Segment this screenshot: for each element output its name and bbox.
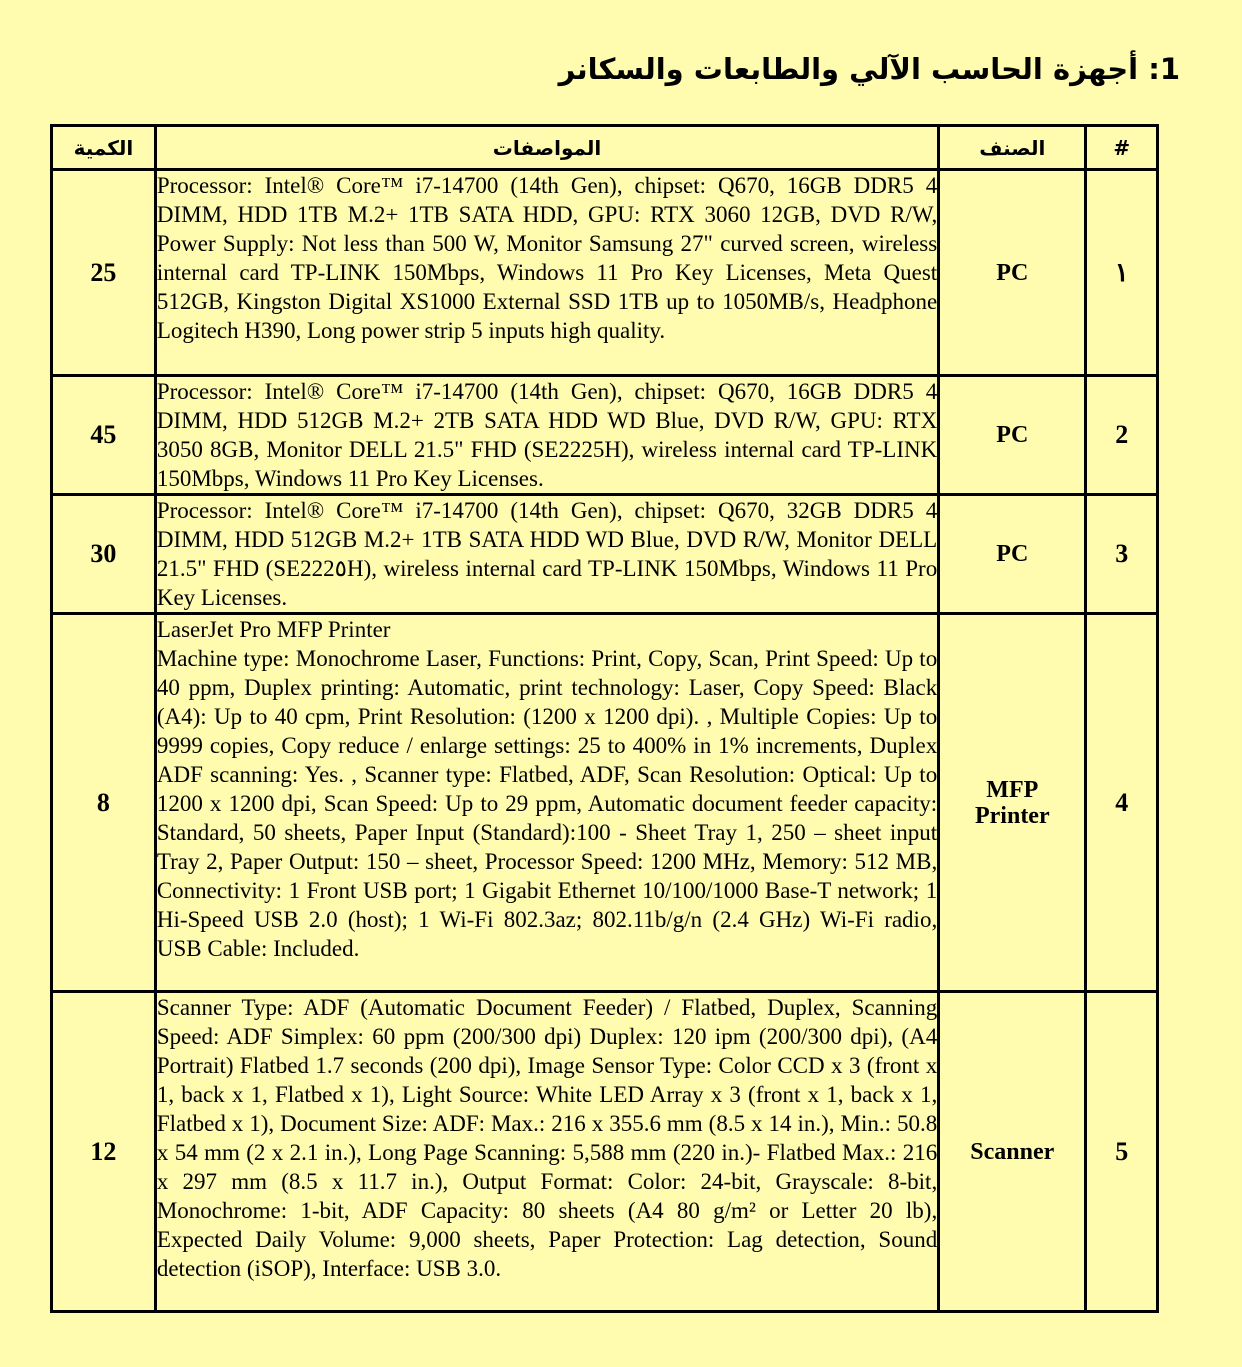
quantity-cell: 30 xyxy=(52,495,156,614)
specifications-cell xyxy=(155,614,938,992)
spec-text: Processor: Intel® Core™ i7-14700 (14th Gen), chipset: Q670, 32GB DDR5 4 DIMM, HDD 512GB M.2+ 1TB SATA HDD WD Blue, DVD R/W, Monitor DELL 21.5" FHD (SE222٥H), wireless internal card TP-LINK 150Mbps, Windows 11 Pro Key Licenses. xyxy=(156,498,938,610)
header-number: # xyxy=(1086,126,1158,170)
table-row xyxy=(52,992,1158,1312)
category-cell: PC xyxy=(939,376,1086,495)
table-row xyxy=(52,170,1158,376)
spec-text: Processor: Intel® Core™ i7-14700 (14th Gen), chipset: Q670, 16GB DDR5 4 DIMM, HDD 1TB M.2+ 1TB SATA HDD, GPU: RTX 3060 12GB, DVD R/W, Power Supply: Not less than 500 W, Monitor Samsung 27" curved screen, wireless internal card TP-LINK 150Mbps, Windows 11 Pro Key Licenses, Meta Quest 512GB, Kingston Digital XS1000 External SSD 1TB up to 1050MB/s, Headphone Logitech H390, Long power strip 5 inputs high quality. xyxy=(156,173,938,343)
category-cell: Scanner xyxy=(939,992,1086,1312)
section-heading: 1: أجهزة الحاسب الآلي والطابعات والسكانر xyxy=(558,52,1180,86)
spec-text: Scanner Type: ADF (Automatic Document Feeder) / Flatbed, Duplex, Scanning Speed: ADF Simplex: 60 ppm (200/300 dpi) Duplex: 120 ipm (200/300 dpi), (A4 Portrait) Flatbed 1.7 seconds (200 dpi), Image Sensor Type: Color CCD x 3 (front x 1, back x 1, Flatbed x 1), Light Source: White LED Array x 3 (front x 1, back x 1, Flatbed x 1), Document Size: ADF: Max.: 216 x 355.6 mm (8.5 x 14 in.), Min.: 50.8 x 54 mm (2 x 2.1 in.), Long Page Scanning: 5,588 mm (220 in.)- Flatbed Max.: 216 x 297 mm (8.5 x 11.7 in.), Output Format: Color: 24-bit, Grayscale: 8-bit, Monochrome: 1-bit, ADF Capacity: 80 sheets (A4 80 g/m² or Letter 20 lb), Expected Daily Volume: 9,000 sheets, Paper Protection: Lag detection, Sound detection (iSOP), Interface: USB 3.0. xyxy=(156,995,938,1281)
quantity-cell: 25 xyxy=(52,170,156,376)
row-number-cell: ١ xyxy=(1086,170,1158,376)
specifications-cell xyxy=(155,170,938,376)
spec-text: Machine type: Monochrome Laser, Functions: Print, Copy, Scan, Print Speed: Up to 40 ppm, Duplex printing: Automatic, print technology: Laser, Copy Speed: Black (A4): Up to 40 cpm, Print Resolution: (1200 x 1200 dpi). , Multiple Copies: Up to 9999 copies, Copy reduce / enlarge settings: 25 to 400% in 1% increments, Duplex ADF scanning: Yes. , Scanner type: Flatbed, ADF, Scan Resolution: Optical: Up to 1200 x 1200 dpi, Scan Speed: Up to 29 ppm, Automatic document feeder capacity: Standard, 50 sheets, Paper Input (Standard):100 - Sheet Tray 1, 250 – sheet input Tray 2, Paper Output: 150 – sheet, Processor Speed: 1200 MHz, Memory: 512 MB, Connectivity: 1 Front USB port; 1 Gigabit Ethernet 10/100/1000 Base-T network; 1 Hi-Speed USB 2.0 (host); 1 Wi-Fi 802.3az; 802.11b/g/n (2.4 GHz) Wi-Fi radio, USB Cable: Included. xyxy=(156,646,938,961)
row-number-cell: 2 xyxy=(1086,376,1158,495)
specifications-cell xyxy=(155,495,938,614)
category-cell: PC xyxy=(939,170,1086,376)
header-specifications: المواصفات xyxy=(155,126,938,170)
row-number-cell: 4 xyxy=(1086,614,1158,992)
specifications-cell xyxy=(155,992,938,1312)
specifications-cell xyxy=(155,376,938,495)
quantity-cell: 8 xyxy=(52,614,156,992)
spec-text: Processor: Intel® Core™ i7-14700 (14th Gen), chipset: Q670, 16GB DDR5 4 DIMM, HDD 512GB M.2+ 2TB SATA HDD WD Blue, DVD R/W, GPU: RTX 3050 8GB, Monitor DELL 21.5" FHD (SE2225H), wireless internal card TP-LINK 150Mbps, Windows 11 Pro Key Licenses. xyxy=(156,379,938,491)
header-category: الصنف xyxy=(939,126,1086,170)
table-row xyxy=(52,495,1158,614)
row-number-cell: 5 xyxy=(1086,992,1158,1312)
header-quantity: الكمية xyxy=(52,126,156,170)
quantity-cell: 12 xyxy=(52,992,156,1312)
category-cell: PC xyxy=(939,495,1086,614)
equipment-spec-table xyxy=(50,124,1159,1313)
row-number-cell: 3 xyxy=(1086,495,1158,614)
spec-title: LaserJet Pro MFP Printer xyxy=(156,617,391,642)
table-header-row xyxy=(52,126,1158,170)
table-row xyxy=(52,614,1158,992)
category-cell: MFP Printer xyxy=(939,614,1086,992)
quantity-cell: 45 xyxy=(52,376,156,495)
table-row xyxy=(52,376,1158,495)
